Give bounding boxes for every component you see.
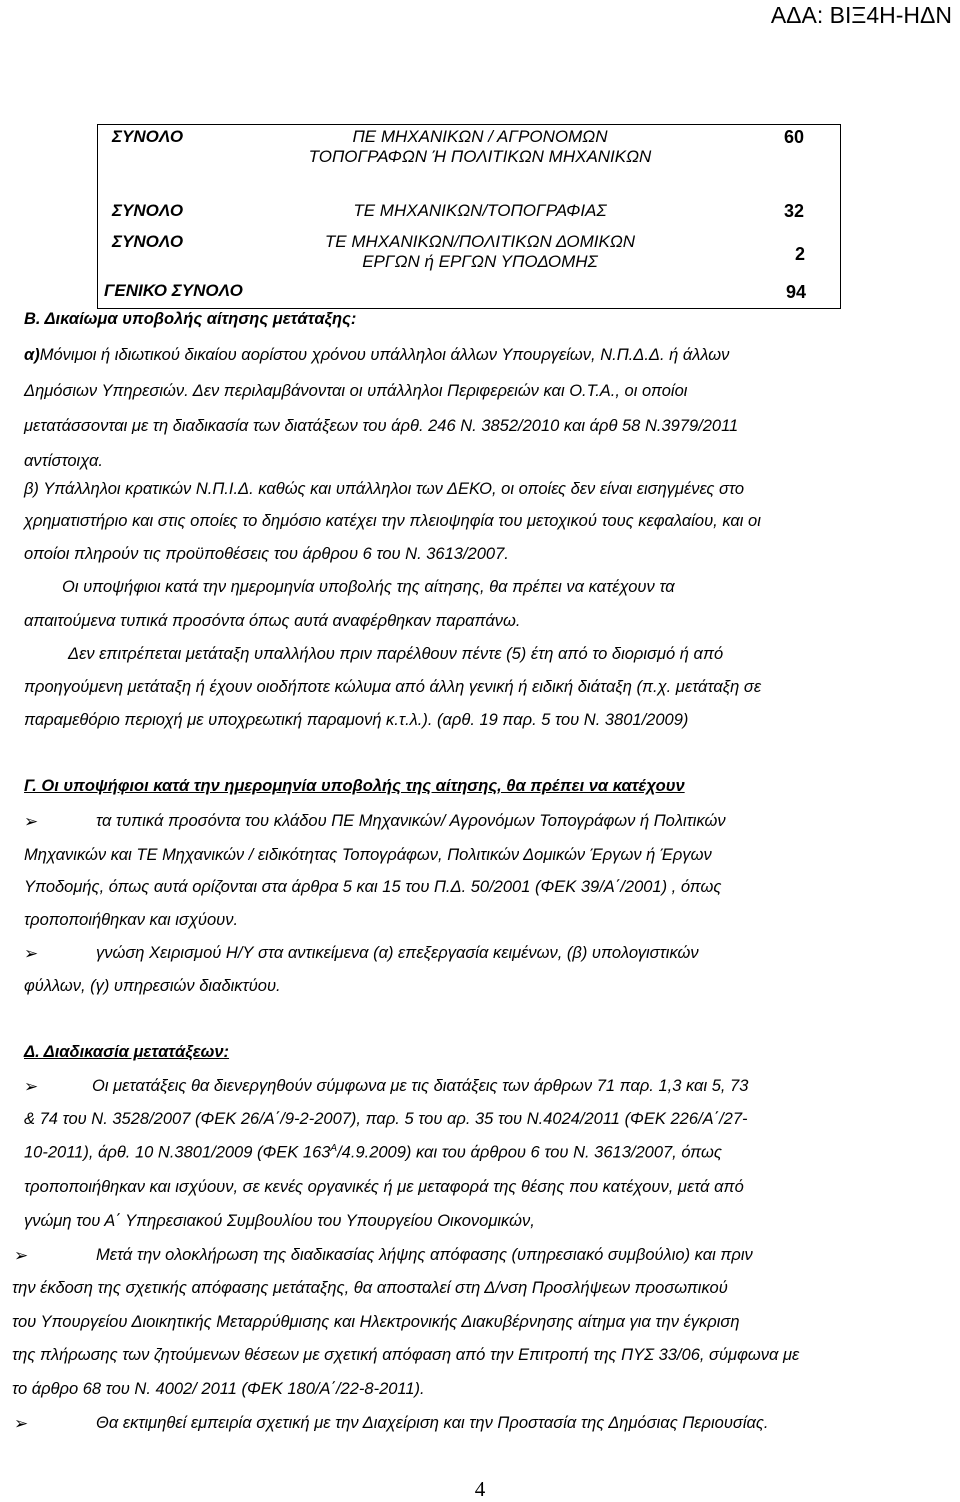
section-d-bullet-line: Θα εκτιμηθεί εμπειρία σχετική με την Διαχείριση και την Προστασία της Δημόσιας Περιουσίας. bbox=[96, 1414, 769, 1432]
row-description: ΤΕ ΜΗΧΑΝΙΚΩΝ/ΤΟΠΟΓΡΑΦΙΑΣ bbox=[353, 201, 607, 220]
row-description: ΤΕ ΜΗΧΑΝΙΚΩΝ/ΠΟΛΙΤΙΚΩΝ ΔΟΜΙΚΩΝ ΕΡΓΩΝ ή ΕΡΓΩΝ ΥΠΟΔΟΜΗΣ bbox=[324, 232, 636, 271]
section-g-bullet-line: γνώση Χειρισμού Η/Υ στα αντικείμενα (α) επεξεργασία κειμένων, (β) υπολογιστικών bbox=[96, 944, 699, 962]
bullet-arrow-icon: ➢ bbox=[14, 1246, 29, 1265]
section-b-a-line: μετατάσσονται με τη διαδικασία των διατάξεων του άρθ. 246 Ν. 3852/2010 και άρθ 58 Ν.3979/2011 bbox=[24, 417, 739, 435]
section-d-bullet-line: 10-2011), άρθ. 10 Ν.3801/2009 (ΦΕΚ $163^A/4.9.2009$) και του άρθρου 6 του Ν. 3613/2007, όπως bbox=[24, 1143, 722, 1162]
table-border-bottom bbox=[97, 308, 841, 309]
row-value: 32 bbox=[784, 201, 805, 221]
section-b-b-line: β) Υπάλληλοι κρατικών Ν.Π.Ι.Δ. καθώς και υπάλληλοι των ΔΕΚΟ, οι οποίες δεν είναι εισηγμένες στο bbox=[24, 480, 745, 498]
section-d-heading: Δ. Διαδικασία μετατάξεων: bbox=[24, 1043, 230, 1061]
row-label: ΣΥΝΟΛΟ bbox=[112, 127, 184, 146]
ada-code: ΑΔΑ: ΒΙΞ4Η-ΗΔΝ bbox=[770, 2, 952, 28]
section-b-d-line: παραμεθόριο περιοχή με υποχρεωτική παραμονή κ.τ.λ.). (αρθ. 19 παρ. 5 του Ν. 3801/2009) bbox=[24, 711, 689, 729]
table-border-right bbox=[840, 124, 841, 309]
bullet-arrow-icon: ➢ bbox=[24, 944, 39, 963]
bullet-arrow-icon: ➢ bbox=[14, 1414, 29, 1433]
row-label: ΓΕΝΙΚΟ ΣΥΝΟΛΟ bbox=[104, 281, 243, 300]
section-b-a-line: αντίστοιχα. bbox=[24, 452, 103, 470]
section-g-bullet-line: Υποδομής, όπως αυτά ορίζονται στα άρθρα 5 και 15 του Π.Δ. 50/2001 (ΦΕΚ 39/Α΄/2001) , όπως bbox=[24, 878, 722, 896]
row-value: 60 bbox=[784, 127, 805, 147]
section-d-bullet-line: γνώμη του Α΄ Υπηρεσιακού Συμβουλίου του Υπουργείου Οικονομικών, bbox=[24, 1212, 535, 1230]
section-b-d-line: Δεν επιτρέπεται μετάταξη υπαλλήλου πριν παρέλθουν πέντε (5) έτη από το διορισμό ή από bbox=[68, 645, 724, 663]
section-g-heading: Γ. Οι υποψήφιοι κατά την ημερομηνία υποβολής της αίτησης, θα πρέπει να κατέχουν bbox=[24, 777, 685, 795]
section-b-c-line: απαιτούμενα τυπικά προσόντα όπως αυτά αναφέρθηκαν παραπάνω. bbox=[24, 612, 521, 630]
section-b-b-line: χρηματιστήριο και στις οποίες το δημόσιο κατέχει την πλειοψηφία του μετοχικού τους κεφαλαίου, και οι bbox=[24, 512, 761, 530]
section-d-bullet-line: το άρθρο 68 του Ν. 4002/ 2011 (ΦΕΚ 180/Α΄/22-8-2011). bbox=[12, 1380, 425, 1398]
section-b-c-line: Οι υποψήφιοι κατά την ημερομηνία υποβολής της αίτησης, θα πρέπει να κατέχουν τα bbox=[62, 578, 675, 596]
row-value: 94 bbox=[786, 282, 807, 302]
page-number: 4 bbox=[474, 1477, 486, 1501]
section-d-bullet-line: την έκδοση της σχετικής απόφασης μετάταξης, θα αποσταλεί στη Δ/νση Προσλήψεων προσωπικού bbox=[12, 1279, 728, 1297]
section-b-heading: Β. Δικαίωμα υποβολής αίτησης μετάταξης: bbox=[24, 310, 357, 328]
section-d-bullet-line: Οι μετατάξεις θα διενεργηθούν σύμφωνα με τις διατάξεις των άρθρων 71 παρ. 1,3 και 5, 73 bbox=[92, 1077, 749, 1095]
section-d-bullet-line: & 74 του Ν. 3528/2007 (ΦΕΚ 26/Α΄/9-2-2007), παρ. 5 του αρ. 35 του Ν.4024/2011 (ΦΕΚ 226/Α΄/27- bbox=[24, 1110, 748, 1128]
section-b-b-line: οποίοι πληρούν τις προϋποθέσεις του άρθρου 6 του Ν. 3613/2007. bbox=[24, 545, 509, 563]
section-b-a-line: Δημόσιων Υπηρεσιών. Δεν περιλαμβάνονται οι υπάλληλοι Περιφερειών και Ο.Τ.Α., οι οποίοι bbox=[24, 382, 688, 400]
row-value: 2 bbox=[795, 244, 806, 264]
section-g-bullet-line: τροποποιήθηκαν και ισχύουν. bbox=[24, 911, 239, 929]
bullet-arrow-icon: ➢ bbox=[24, 812, 39, 831]
table-border-top bbox=[97, 124, 841, 125]
section-d-bullet-line: τροποποιήθηκαν και ισχύουν, σε κενές οργανικές ή με μεταφορά της θέσης που κατέχουν, μετά από bbox=[24, 1178, 744, 1196]
section-d-bullet-line: Μετά την ολοκλήρωση της διαδικασίας λήψης απόφασης (υπηρεσιακό συμβούλιο) και πριν bbox=[96, 1246, 753, 1264]
table-border-left bbox=[97, 124, 98, 309]
section-d-bullet-line: του Υπουργείου Διοικητικής Μεταρρύθμισης και Ηλεκτρονικής Διακυβέρνησης αίτημα για την έγκριση bbox=[12, 1313, 740, 1331]
row-label: ΣΥΝΟΛΟ bbox=[112, 201, 184, 220]
section-b-d-line: προηγούμενη μετάταξη ή έχουν οιοδήποτε κώλυμα από άλλη γενική ή ειδική διάταξη (π.χ. μετάταξη σε bbox=[24, 678, 762, 696]
section-g-bullet-line: τα τυπικά προσόντα του κλάδου ΠΕ Μηχανικών/ Αγρονόμων Τοπογράφων ή Πολιτικών bbox=[96, 812, 726, 830]
section-b-a-line: α)Μόνιμοι ή ιδιωτικού δικαίου αορίστου χρόνου υπάλληλοι άλλων Υπουργείων, Ν.Π.Δ.Δ. ή άλλων bbox=[24, 346, 730, 364]
row-description: ΠΕ ΜΗΧΑΝΙΚΩΝ / ΑΓΡΟΝΟΜΩΝ ΤΟΠΟΓΡΑΦΩΝ Ή ΠΟΛΙΤΙΚΩΝ ΜΗΧΑΝΙΚΩΝ bbox=[308, 127, 652, 166]
row-label: ΣΥΝΟΛΟ bbox=[112, 232, 184, 251]
bullet-arrow-icon: ➢ bbox=[24, 1077, 39, 1096]
section-d-bullet-line: της πλήρωσης των ζητούμενων θέσεων με σχετική απόφαση από την Επιτροπή της ΠΥΣ 33/06, σύμφωνα με bbox=[12, 1346, 800, 1364]
section-g-bullet-line: Μηχανικών και ΤΕ Μηχανικών / ειδικότητας Τοπογράφων, Πολιτικών Δομικών Έργων ή Έργων bbox=[24, 846, 712, 864]
section-g-bullet-line: φύλλων, (γ) υπηρεσιών διαδικτύου. bbox=[24, 977, 281, 995]
